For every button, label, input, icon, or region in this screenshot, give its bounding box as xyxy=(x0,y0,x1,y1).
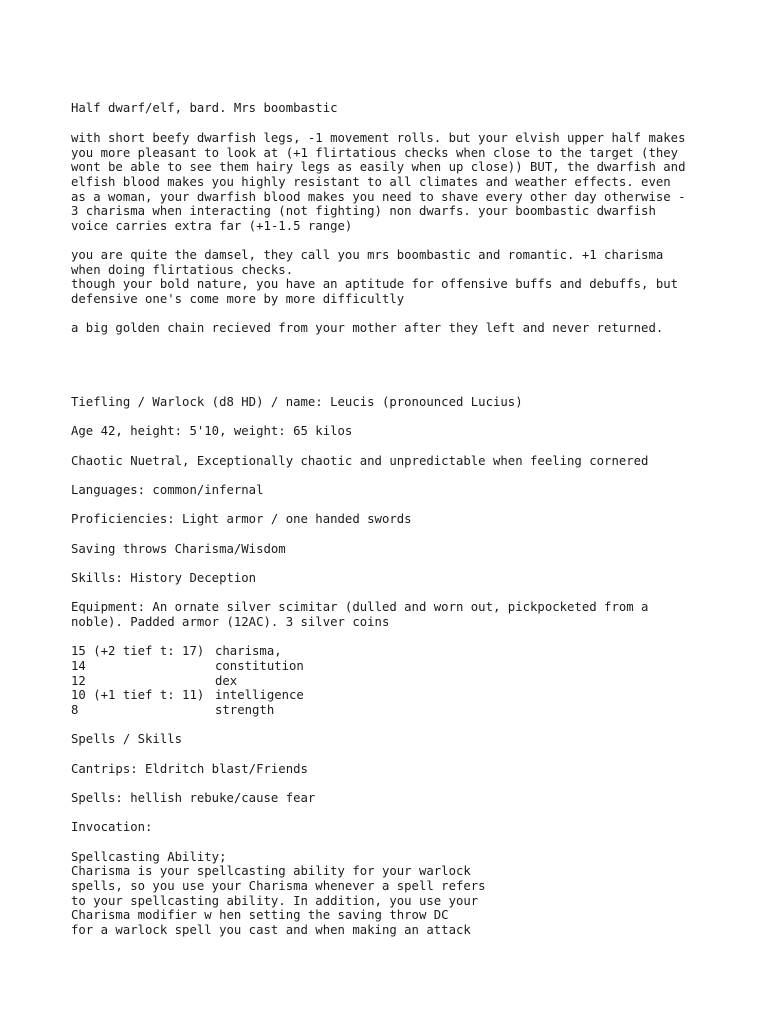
stat-score: 12 xyxy=(71,674,86,688)
bard-paragraph-2-line-4: defensive one's come more by more difficultly xyxy=(71,292,405,306)
bard-paragraph-2-line-3: though your bold nature, you have an aptitude for offensive buffs and debuffs, but xyxy=(71,277,679,291)
saving-throws-line: Saving throws Charisma/Wisdom xyxy=(71,542,286,556)
equipment-line-2: noble). Padded armor (12AC). 3 silver coins xyxy=(71,615,390,629)
age-line: Age 42, height: 5'10, weight: 65 kilos xyxy=(71,424,353,438)
proficiencies-line: Proficiencies: Light armor / one handed swords xyxy=(71,512,412,526)
alignment-line: Chaotic Nuetral, Exceptionally chaotic and unpredictable when feeling cornered xyxy=(71,454,649,468)
spellcasting-line-1: Spellcasting Ability; xyxy=(71,850,227,864)
bard-paragraph-1-line-2: you more pleasant to look at (+1 flirtatious checks when close to the target (they xyxy=(71,146,679,160)
bard-paragraph-1-line-1: with short beefy dwarfish legs, -1 movement rolls. but your elvish upper half makes xyxy=(71,131,686,145)
spells-line: Spells: hellish rebuke/cause fear xyxy=(71,791,316,805)
spells-skills-heading: Spells / Skills xyxy=(71,732,183,746)
bard-paragraph-1-line-5: as a woman, your dwarfish blood makes you need to shave every other day otherwise - xyxy=(71,190,686,204)
stat-name: dex xyxy=(215,674,238,688)
stat-score: 10 (+1 tief t: 11) xyxy=(71,688,205,702)
bard-paragraph-1-line-4: elfish blood makes you highly resistant to all climates and weather effects. even xyxy=(71,175,671,189)
stat-score: 14 xyxy=(71,659,86,673)
bard-paragraph-2-line-1: you are quite the damsel, they call you mrs boombastic and romantic. +1 charisma xyxy=(71,248,664,262)
spellcasting-line-4: to your spellcasting ability. In addition, you use your xyxy=(71,894,479,908)
stat-name: charisma, xyxy=(215,644,282,658)
spellcasting-line-5: Charisma modifier w hen setting the saving throw DC xyxy=(71,908,449,922)
bard-paragraph-1-line-3: wont be able to see them hairy legs as easily when up close)) BUT, the dwarfish and xyxy=(71,160,686,174)
bard-paragraph-1-line-6: 3 charisma when interacting (not fighting) non dwarfs. your boombastic dwarfish xyxy=(71,204,656,218)
skills-line: Skills: History Deception xyxy=(71,571,257,585)
equipment-line-1: Equipment: An ornate silver scimitar (dulled and worn out, pickpocketed from a xyxy=(71,600,649,614)
cantrips-line: Cantrips: Eldritch blast/Friends xyxy=(71,762,308,776)
bard-paragraph-2-line-2: when doing flirtatious checks. xyxy=(71,263,294,277)
spellcasting-line-3: spells, so you use your Charisma whenever a spell refers xyxy=(71,879,486,893)
languages-line: Languages: common/infernal xyxy=(71,483,264,497)
invocation-line: Invocation: xyxy=(71,820,153,834)
stat-name: strength xyxy=(215,703,275,717)
stat-name: intelligence xyxy=(215,688,304,702)
spellcasting-line-2: Charisma is your spellcasting ability for your warlock xyxy=(71,864,471,878)
stat-score: 8 xyxy=(71,703,79,717)
spellcasting-line-6: for a warlock spell you cast and when making an attack xyxy=(71,923,471,937)
stat-score: 15 (+2 tief t: 17) xyxy=(71,644,205,658)
bard-title: Half dwarf/elf, bard. Mrs boombastic xyxy=(71,101,338,115)
warlock-heading: Tiefling / Warlock (d8 HD) / name: Leucis (pronounced Lucius) xyxy=(71,395,523,409)
bard-paragraph-1-line-7: voice carries extra far (+1-1.5 range) xyxy=(71,219,353,233)
bard-paragraph-3: a big golden chain recieved from your mother after they left and never returned. xyxy=(71,321,664,335)
stat-name: constitution xyxy=(215,659,304,673)
